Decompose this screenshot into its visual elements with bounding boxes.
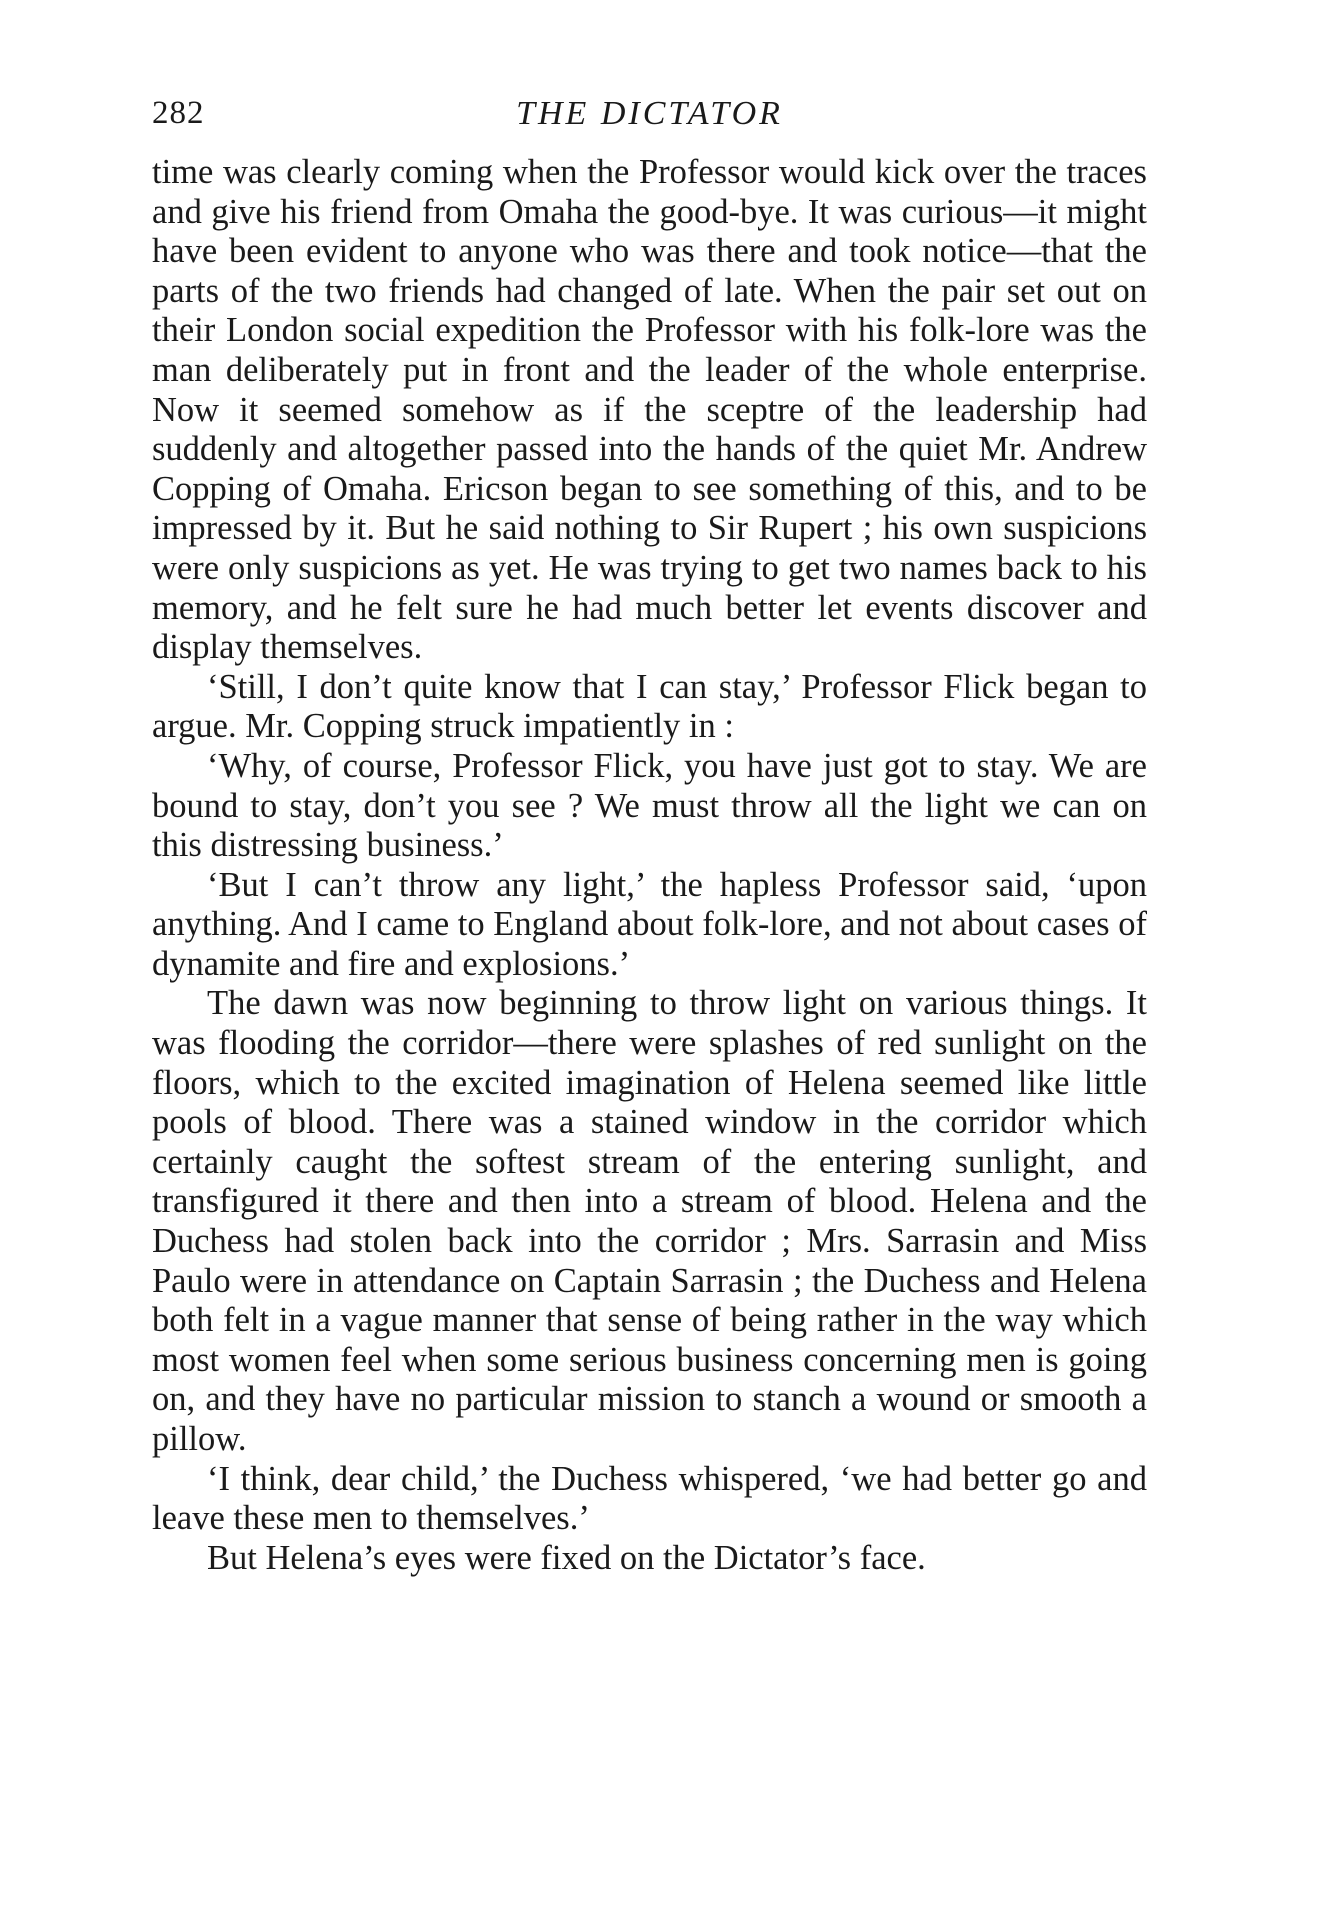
paragraph: time was clearly coming when the Professor would kick over the traces and give his friend from Omaha the good-bye. It was curious—it might have been evident to anyone who was there and took notice—that the parts of the two friends had changed of late. When the pair set out on their London social expedition the Professor with his folk-lore was the man deliberately put in front and the leader of the whole enterprise. Now it seemed somehow as if the sceptre of the leadership had suddenly and altogether passed into the hands of the quiet Mr. Andrew Copping of Omaha. Ericson began to see something of this, and to be impressed by it. But he said nothing to Sir Rupert ; his own suspicions were only suspicions as yet. He was trying to get two names back to his memory, and he felt sure he had much better let events discover and display themselves. <box>152 153 1147 667</box>
page-number: 282 <box>152 95 205 131</box>
paragraph: The dawn was now beginning to throw light on various things. It was flooding the corridor—there were splashes of red sunlight on the floors, which to the excited imagination of Helena seemed like little pools of blood. There was a stained window in the corridor which certainly caught the softest stream of the entering sunlight, and transfigured it there and then into a stream of blood. Helena and the Duchess had stolen back into the corridor ; Mrs. Sarrasin and Miss Paulo were in attendance on Captain Sarrasin ; the Duchess and Helena both felt in a vague manner that sense of being rather in the way which most women feel when some serious business concerning men is going on, and they have no particular mission to stanch a wound or smooth a pillow. <box>152 984 1147 1458</box>
body-text <box>152 153 1147 1578</box>
book-page <box>152 95 1147 1578</box>
paragraph: ‘I think, dear child,’ the Duchess whispered, ‘we had better go and leave these men to themselves.’ <box>152 1459 1147 1538</box>
paragraph: ‘Still, I don’t quite know that I can stay,’ Professor Flick began to argue. Mr. Copping struck impatiently in : <box>152 667 1147 746</box>
paragraph: But Helena’s eyes were fixed on the Dictator’s face. <box>207 1538 926 1577</box>
running-title: THE DICTATOR <box>516 95 783 132</box>
paragraph: ‘Why, of course, Professor Flick, you have just got to stay. We are bound to stay, don’t you see ? We must throw all the light we can on this distressing business.’ <box>152 746 1147 865</box>
paragraph: ‘But I can’t throw any light,’ the hapless Professor said, ‘upon anything. And I came to England about folk-lore, and not about cases of dynamite and fire and explosions.’ <box>152 865 1147 983</box>
page-header <box>152 95 1147 145</box>
